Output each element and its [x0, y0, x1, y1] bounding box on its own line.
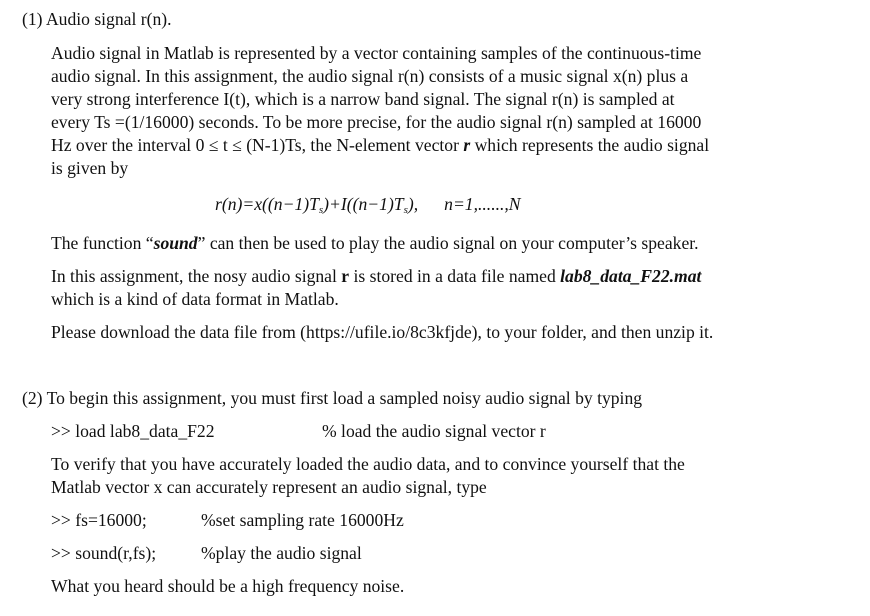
sound-comment: %play the audio signal — [201, 543, 362, 563]
equation-range: n=1,......,N — [444, 194, 521, 214]
fs-comment: %set sampling rate 16000Hz — [201, 510, 404, 530]
signal-equation — [215, 193, 521, 222]
paragraph-line-5-tail: which represents the audio signal — [470, 135, 710, 155]
paragraph-line-6: is given by — [51, 158, 129, 178]
fs-command: >> fs=16000; — [51, 510, 147, 530]
equation-sub-s2: s — [403, 204, 408, 216]
vector-r-symbol: r — [463, 135, 471, 155]
stored-pre: In this assignment, the nosy audio signal — [51, 266, 342, 286]
paragraph-line-1: Audio signal in Matlab is represented by a vector containing samples of the continuous-time — [51, 43, 702, 63]
verify-line-2: Matlab vector x can accurately represent an audio signal, type — [51, 477, 487, 497]
download-line: Please download the data file from (https://ufile.io/8c3kfjde), to your folder, and then unzip it. — [51, 322, 714, 342]
sound-line-post: ” can then be used to play the audio signal on your computer’s speaker. — [197, 233, 699, 253]
stored-line-2: which is a kind of data format in Matlab. — [51, 289, 339, 309]
sound-function-line — [51, 232, 699, 255]
paragraph-line-3: very strong interference I(t), which is a narrow band signal. The signal r(n) is sampled at — [51, 89, 675, 109]
verify-line-1: To verify that you have accurately loaded the audio data, and to convince yourself that the — [51, 454, 685, 474]
load-comment: % load the audio signal vector r — [322, 421, 546, 441]
stored-var: r — [341, 266, 350, 286]
equation-end: ), — [407, 194, 419, 214]
paragraph-line-5-text: Hz over the interval 0 ≤ t ≤ (N-1)Ts, the N-element vector — [51, 135, 464, 155]
paragraph-line-4: every Ts =(1/16000) seconds. To be more precise, for the audio signal r(n) sampled at 16000 — [51, 112, 702, 132]
paragraph-line-2: audio signal. In this assignment, the audio signal r(n) consists of a music signal x(n) plus a — [51, 66, 689, 86]
section1-heading: (1) Audio signal r(n). — [22, 9, 172, 29]
sound-keyword: sound — [153, 233, 198, 253]
equation-eq: =x((n−1)T — [242, 194, 319, 214]
stored-line-1 — [51, 265, 701, 288]
equation-lhs: r(n) — [215, 194, 243, 214]
equation-sub-s: s — [318, 204, 324, 216]
load-command: >> load lab8_data_F22 — [51, 421, 215, 441]
final-line: What you heard should be a high frequency noise. — [51, 576, 405, 596]
sound-command: >> sound(r,fs); — [51, 543, 157, 563]
sound-line-pre: The function “ — [51, 233, 154, 253]
equation-mid: )+I((n−1)T — [323, 194, 404, 214]
stored-mid: is stored in a data file named — [349, 266, 561, 286]
paragraph-line-5 — [51, 134, 709, 157]
section2-heading: (2) To begin this assignment, you must first load a sampled noisy audio signal by typing — [22, 388, 643, 408]
data-file-name: lab8_data_F22.mat — [560, 266, 702, 286]
